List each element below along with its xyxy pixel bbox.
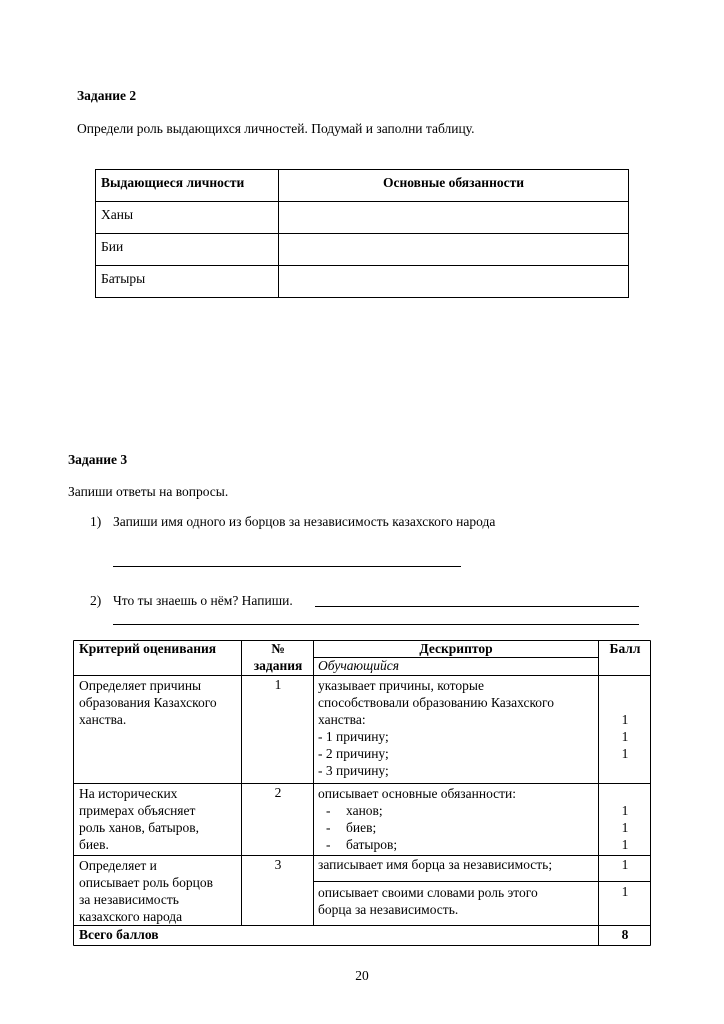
descriptor-line: описывает основные обязанности: (318, 786, 517, 801)
rubric-row2-scores (599, 802, 651, 853)
criterion-line: ханства. (79, 712, 127, 727)
rubric-row3-score-a: 1 (621, 857, 629, 872)
page-number: 20 (355, 968, 369, 983)
descriptor-line: - 1 причину; (318, 729, 389, 744)
list-item (318, 836, 516, 853)
rubric-total-value: 8 (621, 927, 629, 942)
criterion-line: примерах объясняет (79, 803, 196, 818)
table-header-row (96, 170, 629, 202)
score-value: 1 (621, 746, 629, 761)
dash-bullet: - (326, 820, 331, 835)
task2-table (95, 169, 629, 298)
score-value: 1 (621, 803, 629, 818)
descriptor-line: ханства: (318, 712, 366, 727)
rubric-row2-descriptor (318, 785, 516, 853)
task2-title: Задание 2 (77, 88, 137, 103)
table-header-personalities: Выдающиеся личности (96, 170, 279, 202)
rubric-row3-score-b: 1 (621, 884, 629, 899)
descriptor-line: борца за независимость. (318, 902, 459, 917)
rubric-row1-criterion (79, 677, 217, 728)
rubric-row3-descriptor-a: записывает имя борца за независимость; (318, 857, 553, 872)
rubric-total-label: Всего баллов (79, 927, 159, 942)
table-cell-biys: Бии (96, 234, 279, 266)
answer-cell-khans[interactable] (279, 202, 629, 234)
criterion-line: роль ханов, батыров, (79, 820, 199, 835)
table-cell-khans: Ханы (96, 202, 279, 234)
dash-bullet: - (326, 803, 331, 818)
rubric-row1-scores (599, 711, 651, 762)
question-2-text: Что ты знаешь о нём? Напиши. (113, 593, 293, 608)
criterion-line: На исторических (79, 786, 178, 801)
criterion-line: за независимость (79, 892, 179, 907)
answer-line-2a[interactable] (315, 606, 639, 607)
rubric-row2-num: 2 (274, 785, 282, 800)
question-2-number: 2) (90, 593, 102, 608)
rubric-row2-criterion (79, 785, 199, 853)
descriptor-line: указывает причины, которые (318, 678, 484, 693)
table-cell-batyrs: Батыры (96, 266, 279, 298)
descriptor-line: описывает своими словами роль этого (318, 885, 538, 900)
task2-instruction: Определи роль выдающихся личностей. Подумай и заполни таблицу. (77, 121, 475, 136)
rubric-row3-descriptor-b (318, 884, 538, 918)
table-row (96, 266, 629, 298)
score-value: 1 (621, 712, 629, 727)
list-item-text: биев; (346, 820, 377, 835)
dash-bullet: - (326, 837, 331, 852)
criterion-line: образования Казахского (79, 695, 217, 710)
table-header-duties: Основные обязанности (279, 170, 629, 202)
criterion-line: биев. (79, 837, 109, 852)
rubric-table (73, 640, 651, 946)
list-item-text: ханов; (346, 803, 383, 818)
rubric-header-task-num-2: задания (253, 658, 303, 673)
answer-line-1[interactable] (113, 566, 461, 567)
score-value: 1 (621, 820, 629, 835)
answer-line-2b[interactable] (113, 624, 639, 625)
question-1-text: Запиши имя одного из борцов за независимость казахского народа (113, 514, 496, 529)
descriptor-line: способствовали образованию Казахского (318, 695, 555, 710)
score-value: 1 (621, 837, 629, 852)
list-item (318, 802, 516, 819)
answer-cell-batyrs[interactable] (279, 266, 629, 298)
list-item-text: батыров; (346, 837, 398, 852)
criterion-line: Определяет причины (79, 678, 202, 693)
rubric-row1-descriptor (318, 677, 554, 779)
rubric-row3-criterion (79, 857, 213, 925)
rubric-row3-num: 3 (274, 857, 282, 872)
criterion-line: Определяет и (79, 858, 157, 873)
table-row (96, 202, 629, 234)
rubric-header-criterion: Критерий оценивания (79, 641, 217, 656)
descriptor-line: - 3 причину; (318, 763, 389, 778)
rubric-header-score: Балл (609, 641, 641, 656)
task3-instruction: Запиши ответы на вопросы. (68, 484, 229, 499)
score-value: 1 (621, 729, 629, 744)
rubric-header-descriptor-sub: Обучающийся (318, 658, 400, 673)
question-1-number: 1) (90, 514, 102, 529)
criterion-line: описывает роль борцов (79, 875, 214, 890)
task3-title: Задание 3 (68, 452, 128, 467)
list-item (318, 819, 516, 836)
rubric-header-descriptor: Дескриптор (419, 641, 493, 656)
answer-cell-biys[interactable] (279, 234, 629, 266)
table-row (96, 234, 629, 266)
rubric-header-task-num-1: № (271, 641, 285, 656)
rubric-row1-num: 1 (274, 677, 282, 692)
descriptor-line: - 2 причину; (318, 746, 389, 761)
criterion-line: казахского народа (79, 909, 183, 924)
